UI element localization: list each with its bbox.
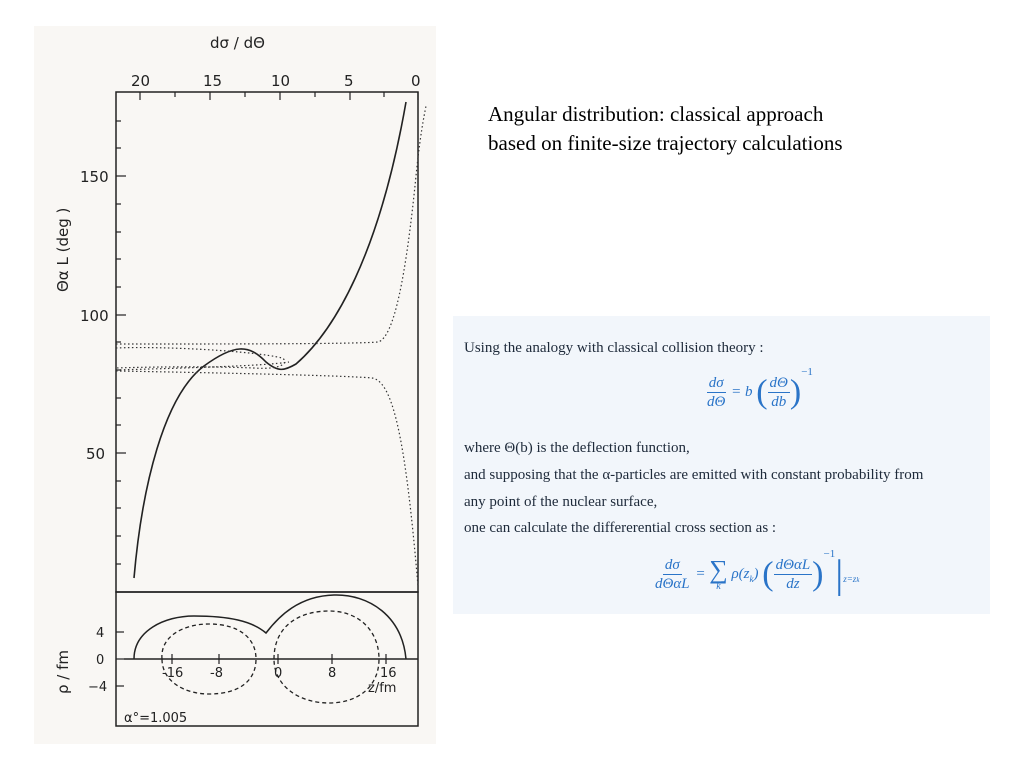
eq1-in-den: db — [771, 394, 787, 410]
y-tick-50: 50 — [86, 445, 106, 463]
right-dashed-lobe — [274, 611, 379, 703]
eq1-in-num: dΘ — [769, 375, 788, 391]
intro-text: Using the analogy with classical collision theory : — [464, 340, 764, 356]
eq2-rho: ρ(z — [731, 565, 750, 582]
rho-tick-4: 4 — [96, 626, 105, 641]
top-axis-title: dσ / dΘ — [210, 34, 265, 52]
equation-1: $\frac{d\sigma}{d\Theta}$ = b ( $\frac{d\Theta}{db}$ )$^{-1}$ — [707, 366, 813, 411]
eq1-exp: −1 — [801, 366, 813, 378]
plot-svg — [34, 26, 436, 744]
z-tick-8: 8 — [328, 666, 337, 681]
top-tick-20: 20 — [131, 72, 151, 90]
eq2-equals: = — [695, 565, 706, 582]
eq2-exp: −1 — [823, 548, 836, 560]
alpha-note: α°=1.005 — [124, 711, 188, 726]
caption — [488, 100, 988, 158]
top-tick-15: 15 — [203, 72, 223, 90]
eq2-sum-index: k — [716, 580, 721, 592]
eq2-eval-sub: k — [856, 575, 860, 584]
y-axis-label: Θα L (deg ) — [54, 207, 72, 292]
where-text: where Θ(b) is the deflection function, — [464, 440, 690, 456]
eq2-lhs-den: dΘαL — [655, 576, 690, 592]
eq2-eval: z=z — [843, 573, 857, 584]
top-tick-5: 5 — [344, 72, 354, 90]
z-tick-m16: -16 — [162, 666, 184, 681]
eq2-rho-sub: k — [749, 573, 754, 584]
z-axis-label: z/fm — [368, 681, 397, 696]
eq2-rho-close: ) — [753, 565, 759, 582]
eq2-lhs-num: dσ — [664, 557, 680, 573]
eq1-lhs-den: dΘ — [707, 394, 726, 410]
z-tick-0: 0 — [274, 666, 283, 681]
caption-line-1: Angular distribution: classical approach — [488, 102, 824, 126]
theory-box — [453, 316, 990, 614]
rho-axis-label: ρ / fm — [54, 649, 72, 694]
eq1-lhs-num: dσ — [708, 375, 724, 391]
nucleus-outline-solid — [134, 595, 406, 659]
eq2-sum: ∑ — [709, 554, 728, 584]
solid-curve — [134, 102, 406, 578]
y-tick-150: 150 — [80, 168, 109, 186]
top-tick-10: 10 — [271, 72, 291, 90]
left-tick-marks — [116, 121, 126, 564]
caption-line-2: based on finite-size trajectory calculations — [488, 131, 843, 155]
z-tick-m8: -8 — [210, 666, 223, 681]
equation-2: $\frac{d\sigma}{\text{dΘαL}}$ = ∑ k $\rho(z_k)$ ( $\frac{\text{dΘαL}}{dz}$ )$^{-1}|_{z=zk}$ — [655, 548, 860, 597]
top-tick-marks — [140, 92, 418, 100]
eq2-in-den: dz — [786, 576, 800, 592]
rho-tick-0: 0 — [96, 653, 105, 668]
suppose-text-1: and supposing that the α-particles are emitted with constant probability from — [464, 467, 924, 483]
z-tick-16: 16 — [380, 666, 397, 681]
figure-plot — [34, 26, 436, 744]
eq2-in-num: dΘαL — [775, 557, 811, 573]
lower-left-ticks — [116, 632, 124, 686]
dotted-curves — [116, 106, 426, 586]
rho-tick-m4: −4 — [88, 680, 108, 695]
eq1-b: = b — [731, 383, 753, 400]
calc-text: one can calculate the differerential cross section as : — [464, 520, 777, 536]
y-tick-100: 100 — [80, 307, 109, 325]
top-tick-0: 0 — [411, 72, 421, 90]
suppose-text-2: any point of the nuclear surface, — [464, 494, 658, 510]
